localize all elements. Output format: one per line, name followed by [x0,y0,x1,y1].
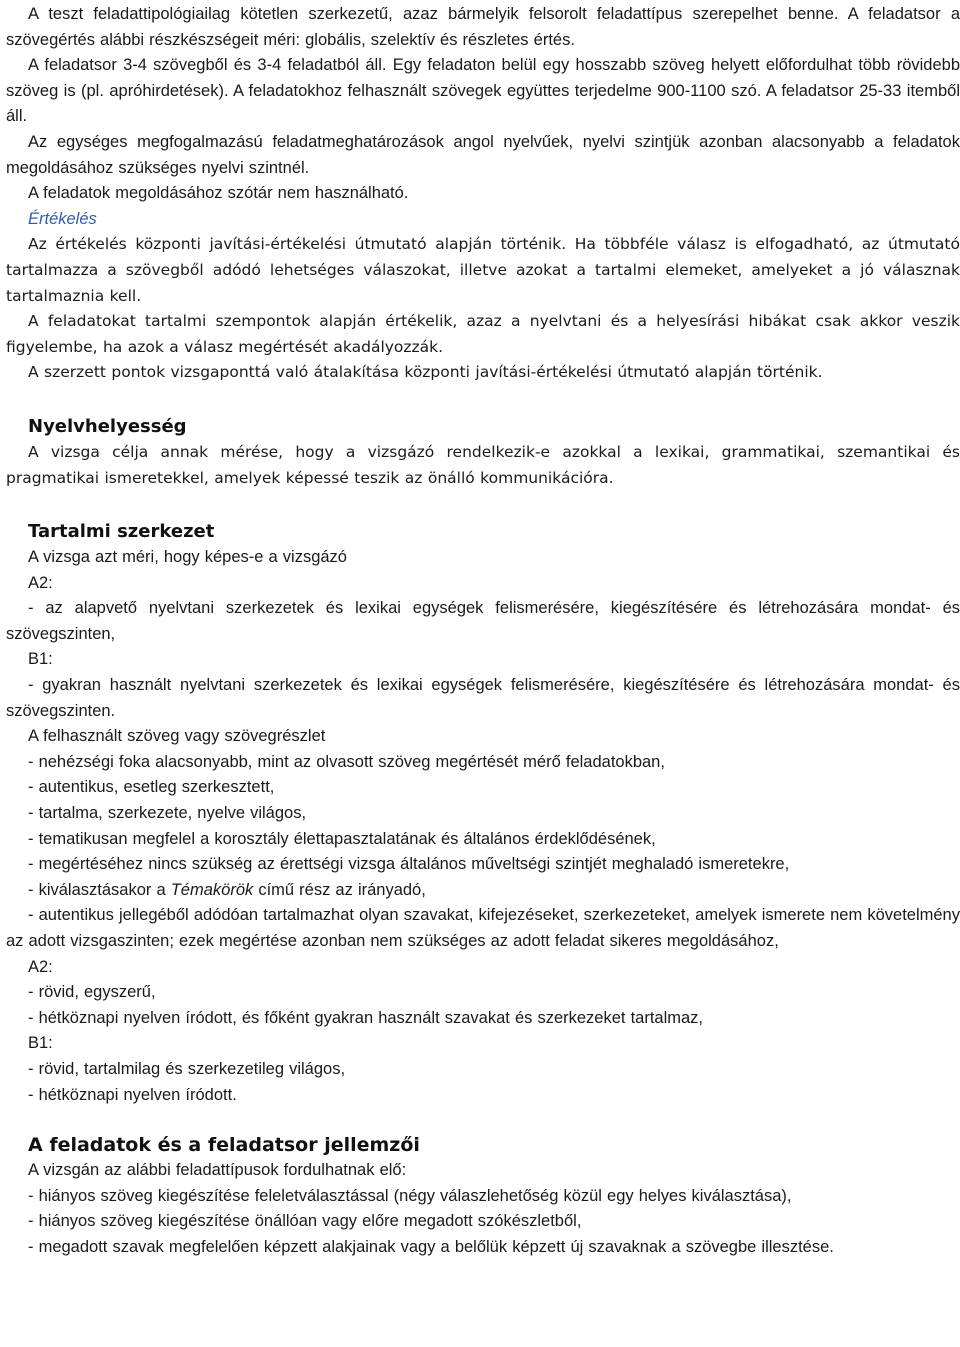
document-page [6,2,960,1261]
nyelvhelyesseg-heading: Nyelvhelyesség [28,415,187,437]
ertekeles-paragraph-2: A feladatokat tartalmi szempontok alapján értékelik, azaz a nyelvtani és a helyesírási hibákat csak akkor veszik figyelembe, ha azok a válasz megértését akadályozzák. [6,312,960,356]
jellemzoi-heading: A feladatok és a feladatsor jellemzői [28,1134,420,1157]
jellemzoi-intro: A vizsgán az alábbi feladattípusok fordulhatnak elő: [28,1161,407,1180]
kivalasztas-suffix: című rész az irányadó, [253,880,426,899]
nyelvhelyesseg-paragraph: A vizsga célja annak mérése, hogy a vizsgázó rendelkezik-e azokkal a lexikai, grammatikai, szemantikai és pragmatikai ismeretekkel, amelyek képessé teszik az önálló kommunikációra. [6,442,960,487]
szoveg-list-item: - tematikusan megfelel a korosztály élettapasztalatának és általános érdeklődésének, [28,829,656,848]
b1-second-list-item: - hétköznapi nyelven íródott. [28,1085,237,1104]
level-label-a2-second: A2: [28,957,53,976]
intro-paragraph-4: A feladatok megoldásához szótár nem használható. [28,184,409,203]
szoveg-list-item: - tartalma, szerkezete, nyelve világos, [28,804,307,823]
szoveg-list-item: - nehézségi foka alacsonyabb, mint az olvasott szöveg megértését mérő feladatokban, [28,752,665,771]
temakorok-italic: Témakörök [170,880,254,899]
tartalmi-intro: A vizsga azt méri, hogy képes-e a vizsgázó [28,548,347,567]
autentikus-list-item: - autentikus jellegéből adódóan tartalmazhat olyan szavakat, kifejezéseket, szerkezeteket, amelyek ismerete nem követelmény az adott vizsgaszinten; ezek megértése azonban nem szükséges az adott feladat sikeres megoldásához, [6,906,960,950]
ertekeles-subheading: Értékelés [28,209,97,228]
kivalasztas-prefix: - kiválasztásakor a [28,880,171,899]
b1-second-list-item: - rövid, tartalmilag és szerkezetileg világos, [28,1059,346,1078]
szoveg-intro: A felhasznált szöveg vagy szövegrészlet [28,727,326,746]
level-label-b1-second: B1: [28,1034,53,1053]
ertekeles-paragraph-1: Az értékelés központi javítási-értékelési útmutató alapján történik. Ha többféle válasz is elfogadható, az útmutató tartalmazza a szövegből adódó lehetséges válaszokat, illetve azokat a tartalmi elemeket, amelyeket a jó válasznak tartalmaznia kell. [6,235,960,305]
szoveg-list-item: - megértéséhez nincs szükség az érettségi vizsga általános műveltségi szintjét meghaladó ismeretekre, [28,855,790,874]
level-label-b1: B1: [28,650,53,669]
kivalasztas-list-item [6,878,960,904]
feladattipus-list-item: - megadott szavak megfelelően képzett alakjainak vagy a belőlük képzett új szavaknak a szövegbe illesztése. [28,1237,834,1256]
a2-second-list-item: - hétköznapi nyelven íródott, és főként gyakran használt szavakat és szerkezeket tartalmaz, [28,1008,704,1027]
a2-second-list-item: - rövid, egyszerű, [28,983,156,1002]
szoveg-list-item: - autentikus, esetleg szerkesztett, [28,778,275,797]
level-label-a2: A2: [28,573,53,592]
b1-list-item: - gyakran használt nyelvtani szerkezetek és lexikai egységek felismerésére, kiegészítésére és létrehozására mondat- és szövegszinten. [6,676,960,720]
feladattipus-list-item: - hiányos szöveg kiegészítése önállóan vagy előre megadott szókészletből, [28,1212,582,1231]
a2-list-item: - az alapvető nyelvtani szerkezetek és lexikai egységek felismerésére, kiegészítésére és létrehozására mondat- és szövegszinten, [6,599,960,643]
intro-paragraph-3: Az egységes megfogalmazású feladatmeghatározások angol nyelvűek, nyelvi szintjük azonban alacsonyabb a feladatok megoldásához szükséges nyelvi szintnél. [6,132,960,177]
tartalmi-szerkezet-heading: Tartalmi szerkezet [28,521,215,543]
feladattipus-list-item: - hiányos szöveg kiegészítése feleletválasztással (négy válaszlehetőség közül egy helyes kiválasztása), [28,1186,792,1205]
intro-paragraph-2: A feladatsor 3-4 szövegből és 3-4 feladatból áll. Egy feladaton belül egy hosszabb szöveg helyett előfordulhat több rövidebb szöveg is (pl. apróhirdetések). A feladatokhoz felhasznált szövegek együttes terjedelme 900-1100 szó. A feladatsor 25-33 itemből áll. [6,56,960,126]
intro-paragraph-1: A teszt feladattipológiailag kötetlen szerkezetű, azaz bármelyik felsorolt feladattípus szerepelhet benne. A feladatsor a szövegértés alábbi részkészségeit méri: globális, szelektív és részletes értés. [6,5,960,49]
ertekeles-paragraph-3: A szerzett pontok vizsgaponttá való átalakítása központi javítási-értékelési útmutató alapján történik. [28,363,823,382]
